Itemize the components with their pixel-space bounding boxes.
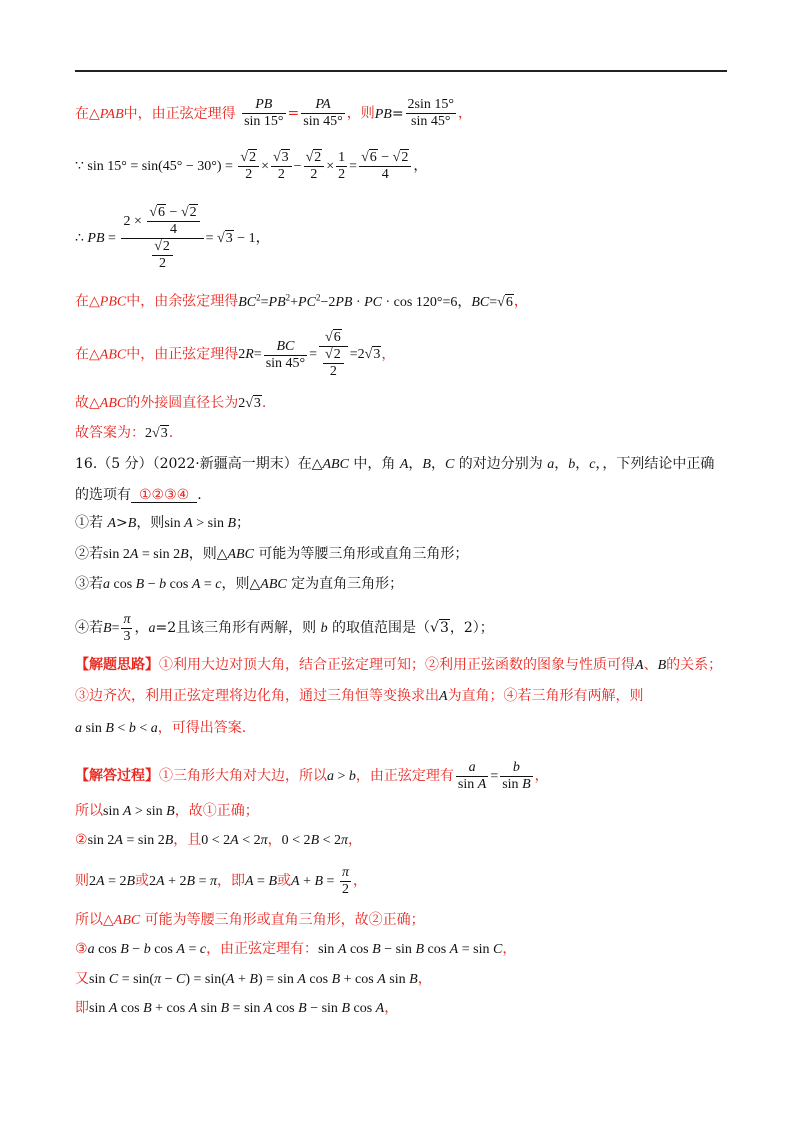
header-rule: [75, 70, 727, 72]
solution-line-4: 在△PBC中，由余弦定理得$BC^2=PB^2+PC^2-2PB$ · PC · cos 120°=6，BC=√6，: [75, 292, 528, 310]
process-label: 【解答过程】: [75, 767, 159, 784]
text-pab-law-of-sines: 在△PAB中，由正弦定理得: [75, 105, 236, 122]
question-16-answer-line: 的选项有 ①②③④ .: [75, 487, 202, 503]
process-line-7: 又sin C = sin(π − C) = sin(A + B) = sin A cos B + cos A sin B，: [75, 971, 432, 987]
process-line-4: 则2A = 2B或2A + 2B = π，即A = B或A + B = $\frac{\pi}{2}$ ，: [75, 865, 367, 898]
solution-line-5: 在△ABC中，由正弦定理得2R= $\frac{BC}{\sin 45^\circ}$ = $\frac{√6}{\frac{√2}{2}}$ =2√3，: [75, 330, 396, 380]
process-line-5: 所以△ABC 可能为等腰三角形或直角三角形，故②正确；: [75, 912, 425, 928]
solution-line-1: 在△PAB中，由正弦定理得 $\frac{PB}{\sin 15^\circ}$ = $\frac{PA}{\sin 45^\circ}$ ，则PB= $\frac{2\sin 15^\circ}{\sin 45^\circ}$ ，: [75, 97, 472, 130]
solution-line-2: ∵ sin 15° = sin(45° − 30°) = $\frac{√2}{2}$ × $\frac{√3}{2}$ − $\frac{√2}{2}$ × $\frac{1}{2}$ = $\frac{√6 - √2}{4}$ ，: [75, 150, 428, 183]
option-1: ①若 A>B，则sin A > sin B；: [75, 515, 251, 531]
process-line-1: 【解答过程】①三角形大角对大边，所以a > b，由正弦定理有 $\frac{a}{\text{sin A}}$ = $\frac{b}{\text{sin B}}$ ，: [75, 760, 549, 793]
process-line-8: 即sin A cos B + cos A sin B = sin A cos B − sin B cos A，: [75, 1000, 399, 1016]
question-16-answer: ①②③④: [131, 488, 197, 503]
idea-label: 【解题思路】: [75, 657, 159, 673]
option-2: ②若sin 2A = sin 2B，则△ABC 可能为等腰三角形或直角三角形；: [75, 546, 469, 562]
solution-line-7: 故答案为：2√3.: [75, 425, 174, 441]
option-4: ④若B= $\frac{\pi}{3}$ ，a=2且该三角形有两解，则 b 的取值范围是（√3，2）；: [75, 612, 494, 645]
process-line-2: 所以sin A > sin B，故①正确；: [75, 803, 259, 819]
process-line-6: ③a cos B − b cos A = c，由正弦定理有：sin A cos B − sin B cos A = sin C，: [75, 941, 517, 957]
idea-line-2: ③边齐次，利用正弦定理将边化角，通过三角恒等变换求出A为直角；④若三角形有两解，则: [75, 688, 644, 704]
process-line-3: ②sin 2A = sin 2B，且0 < 2A < 2π，0 < 2B < 2π，: [75, 832, 363, 848]
solution-line-3: ∴ PB = 2 × $\frac{√6 - √2}{4}$ $\frac{√2}{2}$ = √3 − 1，: [75, 205, 270, 272]
idea-line-1: 【解题思路】①利用大边对顶大角，结合正弦定理可知；②利用正弦函数的图象与性质可得A、B的关系；: [75, 657, 723, 673]
solution-line-6: 故△ABC的外接圆直径长为2√3.: [75, 395, 267, 411]
option-3: ③若a cos B − b cos A = c，则△ABC 定为直角三角形；: [75, 576, 404, 592]
text-then: ，则: [346, 105, 375, 122]
question-16-header: 16.（5 分）（2022·新疆高一期末）在△ABC 中，角 A，B，C 的对边分别为 a，b，c，，下列结论中正确: [75, 456, 715, 472]
idea-line-3: a sin B < b < a，可得出答案.: [75, 720, 247, 736]
